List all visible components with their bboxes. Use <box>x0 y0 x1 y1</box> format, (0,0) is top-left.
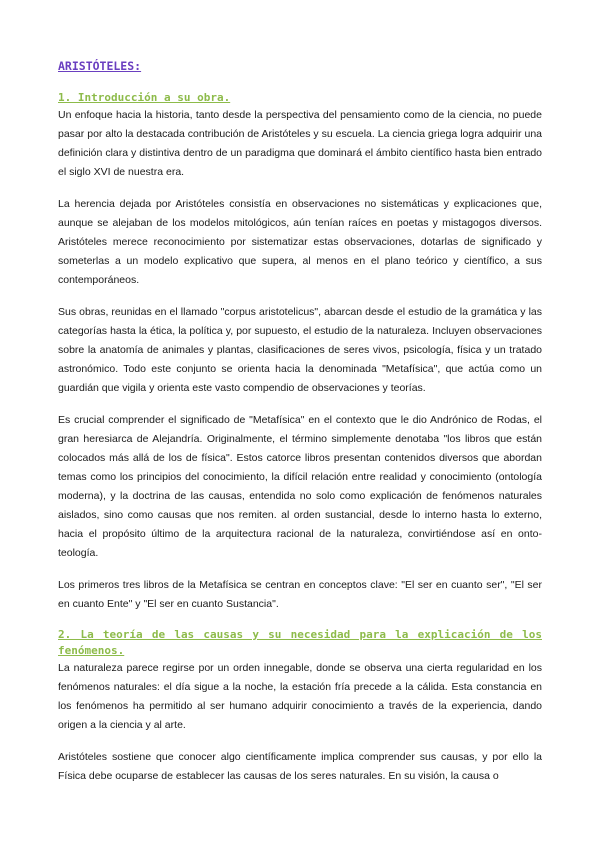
section-1-paragraph-5: Los primeros tres libros de la Metafísica se centran en conceptos clave: "El ser en cuanto ser", "El ser en cuanto Ente" y "El ser en cuanto Sustancia". <box>58 579 542 610</box>
section-1-heading: 1. Introducción a su obra. <box>58 91 231 104</box>
section-2-paragraph-1: La naturaleza parece regirse por un orden innegable, donde se observa una cierta regularidad en los fenómenos naturales: el día sigue a la noche, la estación fría precede a la cálida. Esta constancia en los fenómenos ha permitido al ser humano adquirir conocimiento a través de la experiencia, dando origen a la ciencia y al arte. <box>58 662 542 731</box>
section-2-heading: 2. La teoría de las causas y su necesidad para la explicación de los fenómenos. <box>58 628 542 657</box>
section-2-paragraph-2: Aristóteles sostiene que conocer algo científicamente implica comprender sus causas, y por ello la Física debe ocuparse de establecer las causas de los seres naturales. En su visión, la causa o <box>58 751 542 782</box>
section-1-paragraph-4: Es crucial comprender el significado de "Metafísica" en el contexto que le dio Andrónico de Rodas, el gran heresiarca de Alejandría. Originalmente, el término simplemente denotaba "los libros que están colocados más allá de los de física". Estos catorce libros presentan contenidos diversos que abordan temas como los principios del conocimiento, la difícil relación entre realidad y conocimiento (ontología moderna), y la doctrina de las causas, entendida no solo como explicación de fenómenos naturales aislados, sino como causas que nos remiten. al orden sustancial, desde lo interno hasta lo externo, hacia el propósito último de la arquitectura racional de la naturaleza, convirtiéndose así en onto-teología. <box>58 414 542 559</box>
document-title: ARISTÓTELES: <box>58 59 142 73</box>
section-1-paragraph-3: Sus obras, reunidas en el llamado "corpus aristotelicus", abarcan desde el estudio de la gramática y las categorías hasta la ética, la política y, por supuesto, el estudio de la naturaleza. Incluyen observaciones sobre la anatomía de animales y plantas, clasificaciones de seres vivos, psicología, física y un tratado astronómico. Todo este conjunto se orienta hacia la denominada "Metafísica", que actúa como un guardián que vigila y orienta este vasto compendio de observaciones y teorías. <box>58 306 542 394</box>
document-body <box>58 58 542 786</box>
section-1-paragraph-1: Un enfoque hacia la historia, tanto desde la perspectiva del pensamiento como de la ciencia, no puede pasar por alto la destacada contribución de Aristóteles y su escuela. La ciencia griega logra adquirir una definición clara y distintiva dentro de un paradigma que dominará el ámbito científico hasta bien entrado el siglo XVI de nuestra era. <box>58 109 542 178</box>
section-1-paragraph-2: La herencia dejada por Aristóteles consistía en observaciones no sistemáticas y explicaciones que, aunque se alejaban de los modelos mitológicos, aún tenían raíces en poetas y mistagogos diversos. Aristóteles merece reconocimiento por sistematizar estas observaciones, dotarlas de significado y someterlas a un modelo explicativo que supera, al menos en el plano teórico y científico, a sus contemporáneos. <box>58 198 542 286</box>
